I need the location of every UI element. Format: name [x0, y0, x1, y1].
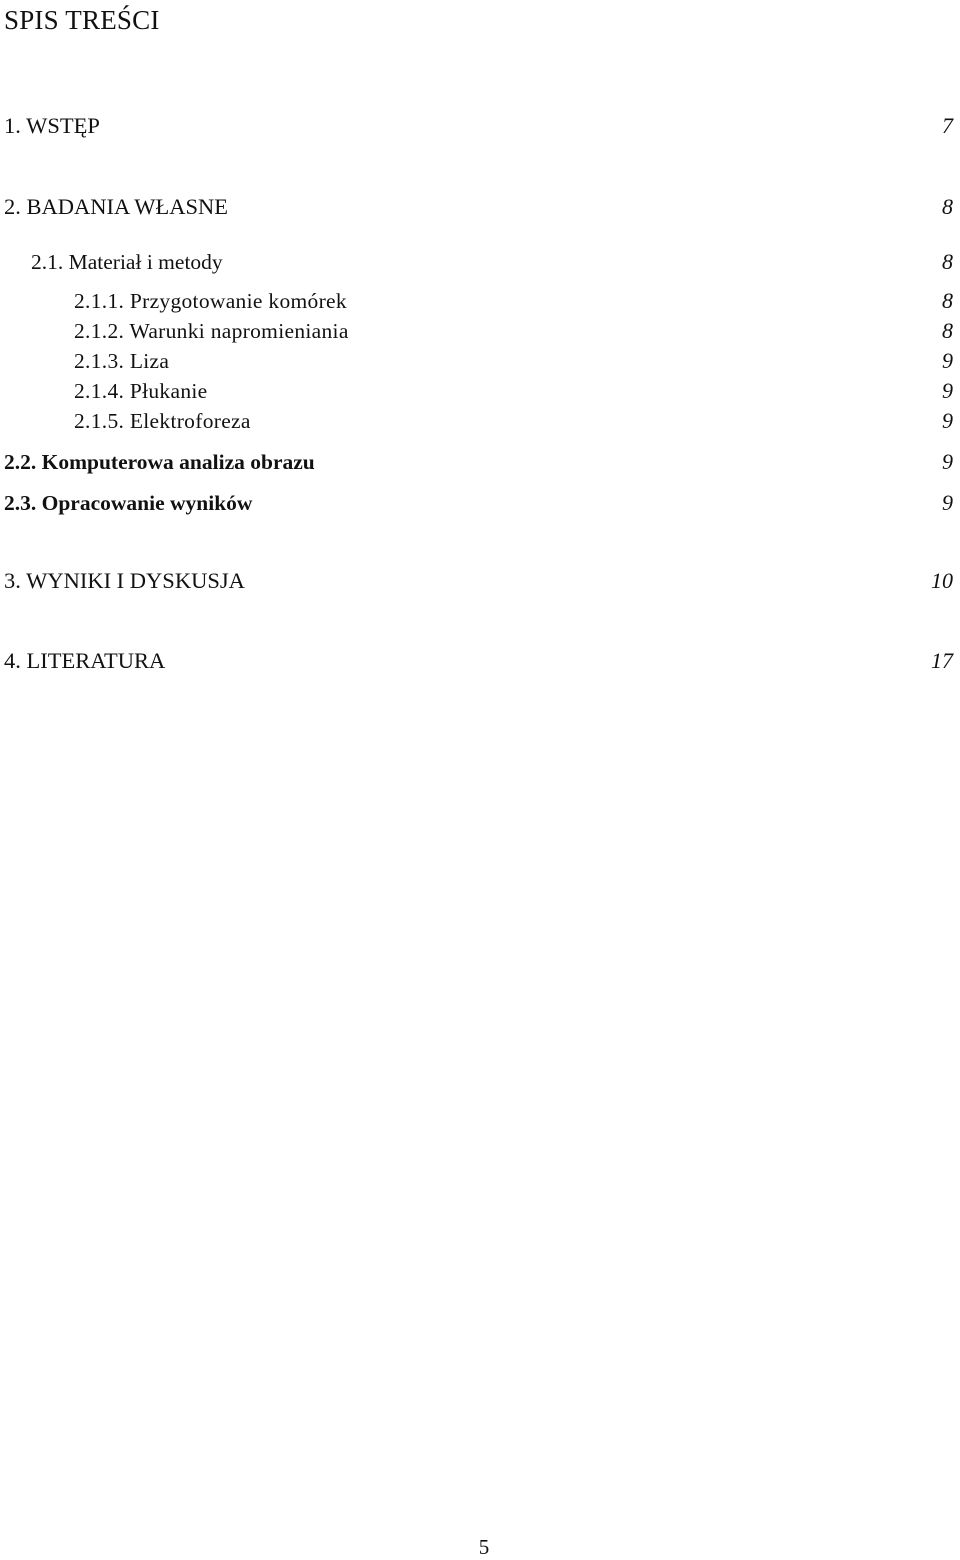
toc-entry-label: 2.1.5. Elektroforeza [74, 409, 251, 433]
toc-entry-label: 3. WYNIKI I DYSKUSJA [4, 568, 245, 593]
toc-entry-literatura [0, 646, 960, 676]
toc-entry-wyniki-i-dyskusja [0, 566, 960, 596]
toc-entry-liza [0, 346, 960, 376]
toc-entry-label: 2.1.3. Liza [74, 349, 170, 373]
toc-entry-page: 10 [931, 568, 953, 593]
toc-entry-label: 1. WSTĘP [4, 113, 100, 138]
toc-entry-label: 2.1.4. Płukanie [74, 379, 208, 403]
toc-entry-label: 2.1.1. Przygotowanie komórek [74, 289, 347, 313]
toc-entry-komputerowa-analiza-obrazu [0, 447, 960, 477]
toc-entry-page: 9 [942, 348, 953, 373]
toc-entry-opracowanie-wynikow [0, 488, 960, 518]
toc-entry-przygotowanie-komorek [0, 286, 960, 316]
toc-entry-page: 8 [942, 288, 953, 313]
page-title: SPIS TREŚCI [4, 5, 160, 35]
page-number: 5 [478, 1535, 490, 1559]
toc-entry-badania-wlasne [0, 192, 960, 222]
toc-entry-material-i-metody [0, 247, 960, 277]
toc-entry-plukanie [0, 376, 960, 406]
toc-entry-page: 9 [942, 408, 953, 433]
toc-entry-page: 8 [942, 194, 953, 219]
toc-entry-wstep [0, 111, 960, 141]
toc-entry-page: 9 [942, 490, 953, 515]
toc-entry-label: 2.3. Opracowanie wyników [4, 491, 253, 515]
toc-entry-warunki-napromieniania [0, 316, 960, 346]
toc-entry-label: 2.1. Materiał i metody [31, 250, 223, 274]
toc-entry-label: 2.2. Komputerowa analiza obrazu [4, 450, 315, 474]
toc-entry-page: 9 [942, 378, 953, 403]
toc-entry-label: 2.1.2. Warunki napromieniania [74, 319, 349, 343]
toc-entry-page: 7 [942, 113, 953, 138]
toc-entry-page: 8 [942, 318, 953, 343]
toc-entry-page: 8 [942, 249, 953, 274]
toc-entry-elektroforeza [0, 406, 960, 436]
toc-entry-page: 9 [942, 449, 953, 474]
toc-entry-page: 17 [931, 648, 953, 673]
toc-entry-label: 4. LITERATURA [4, 648, 166, 673]
toc-entry-label: 2. BADANIA WŁASNE [4, 194, 228, 219]
